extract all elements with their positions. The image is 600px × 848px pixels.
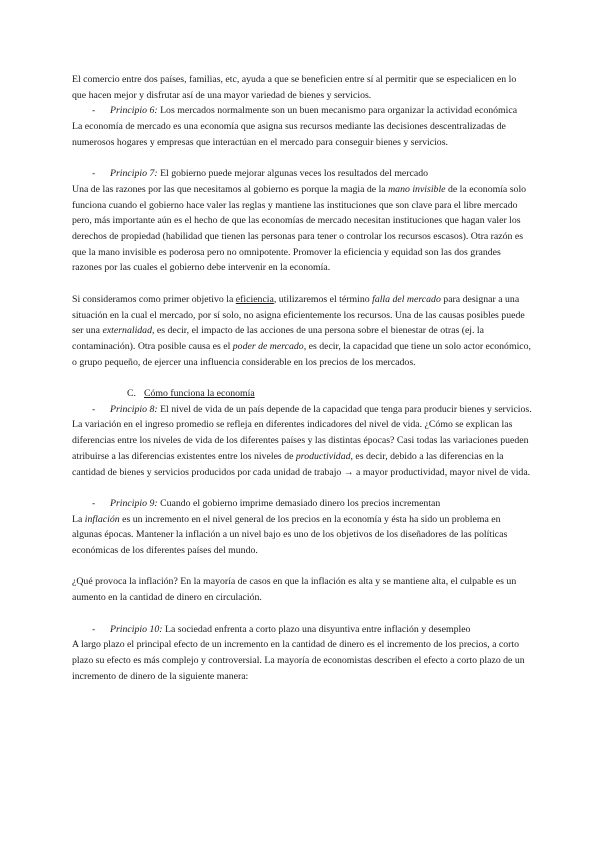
paragraph-nivel-de-vida — [72, 417, 532, 480]
bullet-dash: - — [92, 168, 96, 180]
principle-7-text: El gobierno puede mejorar algunas veces los resultados del mercado — [160, 168, 429, 180]
section-title: Cómo funciona la economía — [144, 388, 255, 400]
principle-9-text: Cuando el gobierno imprime demasiado dinero los precios incrementan — [160, 497, 441, 509]
principle-9 — [72, 496, 532, 512]
text-span: La variación en el ingreso promedio se refleja en diferentes indicadores del nivel de vida. ¿Cómo se explican las diferencias entre los niveles de vida de los diferentes países y las distintas épocas? Casi todas las variaciones pueden atribuirse a las diferencias existentes entre los niveles de — [72, 419, 529, 462]
paragraph-largo-plazo: A largo plazo el principal efecto de un incremento en la cantidad de dinero es el incremento de los precios, a corto plazo su efecto es más complejo y controversial. La mayoría de economistas describen el efecto a corto plazo de un incremento de dinero de la siguiente manera: — [72, 639, 525, 682]
text-span: Una de las razones por las que necesitamos al gobierno es porque la magia de la — [72, 183, 389, 195]
principle-8 — [72, 402, 532, 418]
term-inflacion: inflación — [84, 513, 120, 525]
paragraph-causa-inflacion: ¿Qué provoca la inflación? En la mayoría de casos en que la inflación es alta y se mantiene alta, el culpable es un aumento en la cantidad de dinero en circulación. — [72, 576, 517, 604]
text-span: es un incremento en el nivel general de los precios en la economía y ésta ha sido un problema en algunas épocas. Mantener la inflación a un nivel bajo es uno de los objetivos de los diseñadores de las políticas económicas de los diferentes países del mundo. — [72, 513, 508, 557]
principle-10-label: Principio 10: — [110, 623, 163, 635]
principle-6-label: Principio 6: — [110, 105, 158, 117]
principle-7-label: Principio 7: — [110, 168, 158, 180]
term-falla-del-mercado: falla del mercado — [372, 293, 441, 305]
term-mano-invisible: mano invisible — [388, 183, 446, 195]
principle-6 — [72, 103, 532, 119]
text-span: , es decir, debido a las diferencias en la cantidad de bienes y servicios producidos por cada unidad de trabajo → a mayor productividad, mayor nivel de vida. — [72, 450, 531, 478]
text-span: de la economía solo funciona cuando el gobierno hace valer las reglas y mantiene las instituciones que son clave para el libre mercado pero, más importante aún es el hecho de que las economías de mercado necesitan instituciones que hagan valer los derechos de propiedad (habilidad que tienen las personas para tener o controlar los recursos escasos). Otra razón es que la mano invisible es poderosa pero no omnipotente. Promover la eficiencia y equidad son las dos grandes razones por las cuales el gobierno debe intervenir en la economía. — [72, 183, 527, 274]
bullet-dash: - — [92, 403, 96, 415]
text-span: , es decir, el impacto de las acciones de una persona sobre el bienestar de otras (ej. la contaminación). Otra posible causa es el — [72, 325, 485, 352]
principle-8-label: Principio 8: — [110, 403, 158, 415]
term-poder-de-mercado: poder de mercado — [232, 340, 304, 352]
text-span: Si consideramos como primer objetivo la — [72, 293, 236, 305]
principle-8-text: El nivel de vida de un país depende de la capacidad que tenga para producir bienes y servicios. — [160, 403, 532, 415]
principle-9-label: Principio 9: — [110, 497, 158, 509]
term-productividad: productividad — [295, 450, 351, 462]
bullet-dash: - — [92, 105, 96, 117]
page-content — [72, 72, 532, 684]
section-c-heading — [72, 386, 532, 402]
principle-10 — [72, 622, 532, 638]
principle-10-text: La sociedad enfrenta a corto plazo una disyuntiva entre inflación y desempleo — [164, 623, 471, 635]
bullet-dash: - — [92, 497, 96, 509]
text-span: La — [72, 513, 85, 525]
principle-7 — [72, 166, 532, 182]
text-span: , es decir, la capacidad que tiene un solo actor económico, o grupo pequeño, de ejercer una influencia considerable en los precios de los mercados. — [72, 340, 531, 368]
term-externalidad: externalidad — [102, 325, 152, 337]
bullet-dash: - — [92, 623, 96, 635]
section-letter: C. — [127, 388, 136, 400]
text-span: , utilizaremos el término — [273, 293, 373, 305]
paragraph-inflacion — [72, 512, 532, 559]
term-eficiencia: eficiencia — [235, 293, 274, 305]
paragraph-economia-mercado: La economía de mercado es una economía que asigna sus recursos mediante las decisiones descentralizadas de numerosos hogares y empresas que interactúan en el mercado para conseguir bienes y servicios. — [72, 121, 506, 148]
paragraph-eficiencia — [72, 292, 532, 371]
paragraph-comercio: El comercio entre dos países, familias, etc, ayuda a que se beneficien entre sí al permitir que se especialicen en lo que hacen mejor y disfrutar así de una mayor variedad de bienes y servicios. — [72, 74, 517, 101]
text-span: para designar a una situación en la cual el mercado, por sí solo, no asigna eficientemente los recursos. Una de las causas posibles puede ser una — [72, 293, 525, 337]
paragraph-gobierno — [72, 182, 532, 276]
principle-6-text: Los mercados normalmente son un buen mecanismo para organizar la actividad económica — [160, 105, 518, 117]
